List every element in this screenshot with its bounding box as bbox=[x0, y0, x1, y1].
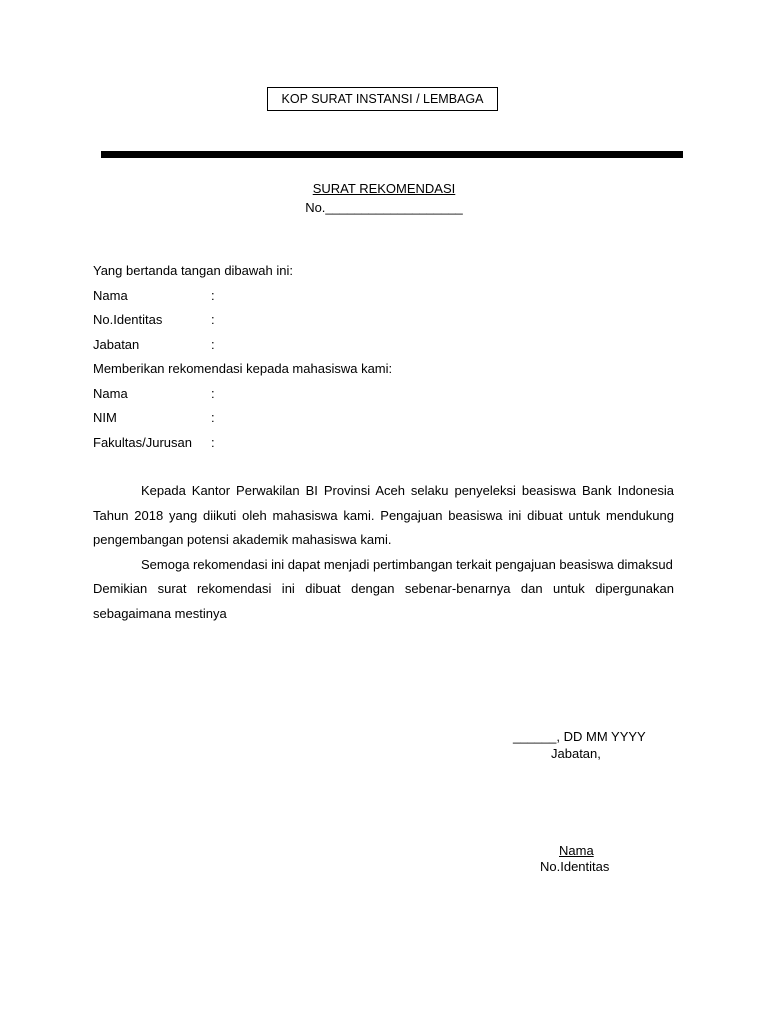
letter-title bbox=[0, 181, 768, 196]
signer-name-label: Nama bbox=[93, 288, 128, 303]
signer-position-colon: : bbox=[211, 337, 215, 352]
student-name-colon: : bbox=[211, 386, 215, 401]
body-paragraph-1: Kepada Kantor Perwakilan BI Provinsi Aceh selaku penyeleksi beasiswa Bank Indonesia Tahun 2018 yang diikuti oleh mahasiswa kami. Pengajuan beasiswa ini dibuat untuk mendukung pengembangan potensi akademik mahasiswa kami. bbox=[93, 483, 674, 547]
signer-id-colon: : bbox=[211, 312, 215, 327]
student-intro: Memberikan rekomendasi kepada mahasiswa kami: bbox=[93, 361, 393, 376]
letterhead-divider bbox=[101, 151, 683, 158]
body-paragraph-3: Demikian surat rekomendasi ini dibuat dengan sebenar-benarnya dan untuk dipergunakan sebagaimana mestinya bbox=[93, 581, 674, 621]
letterhead-box bbox=[267, 87, 498, 111]
student-name-label: Nama bbox=[93, 386, 128, 401]
letter-number: No.___________________ bbox=[305, 200, 463, 215]
signer-position-label: Jabatan bbox=[93, 337, 140, 352]
student-nim-colon: : bbox=[211, 410, 215, 425]
letter-body bbox=[93, 479, 674, 626]
signer-name-colon: : bbox=[211, 288, 215, 303]
letter-title-text: SURAT REKOMENDASI bbox=[312, 181, 456, 196]
student-faculty-label: Fakultas/Jurusan bbox=[93, 435, 192, 450]
signer-id-label: No.Identitas bbox=[93, 312, 163, 327]
letterhead-text: KOP SURAT INSTANSI / LEMBAGA bbox=[281, 92, 484, 106]
signature-name: Nama bbox=[559, 843, 594, 858]
signature-id: No.Identitas bbox=[540, 859, 610, 874]
signature-position: Jabatan, bbox=[551, 746, 601, 761]
signature-place-date: ______, DD MM YYYY bbox=[513, 729, 646, 744]
student-nim-label: NIM bbox=[93, 410, 117, 425]
signer-intro: Yang bertanda tangan dibawah ini: bbox=[93, 263, 293, 278]
student-faculty-colon: : bbox=[211, 435, 215, 450]
body-paragraph-2: Semoga rekomendasi ini dapat menjadi pertimbangan terkait pengajuan beasiswa dimaksud bbox=[141, 556, 673, 572]
